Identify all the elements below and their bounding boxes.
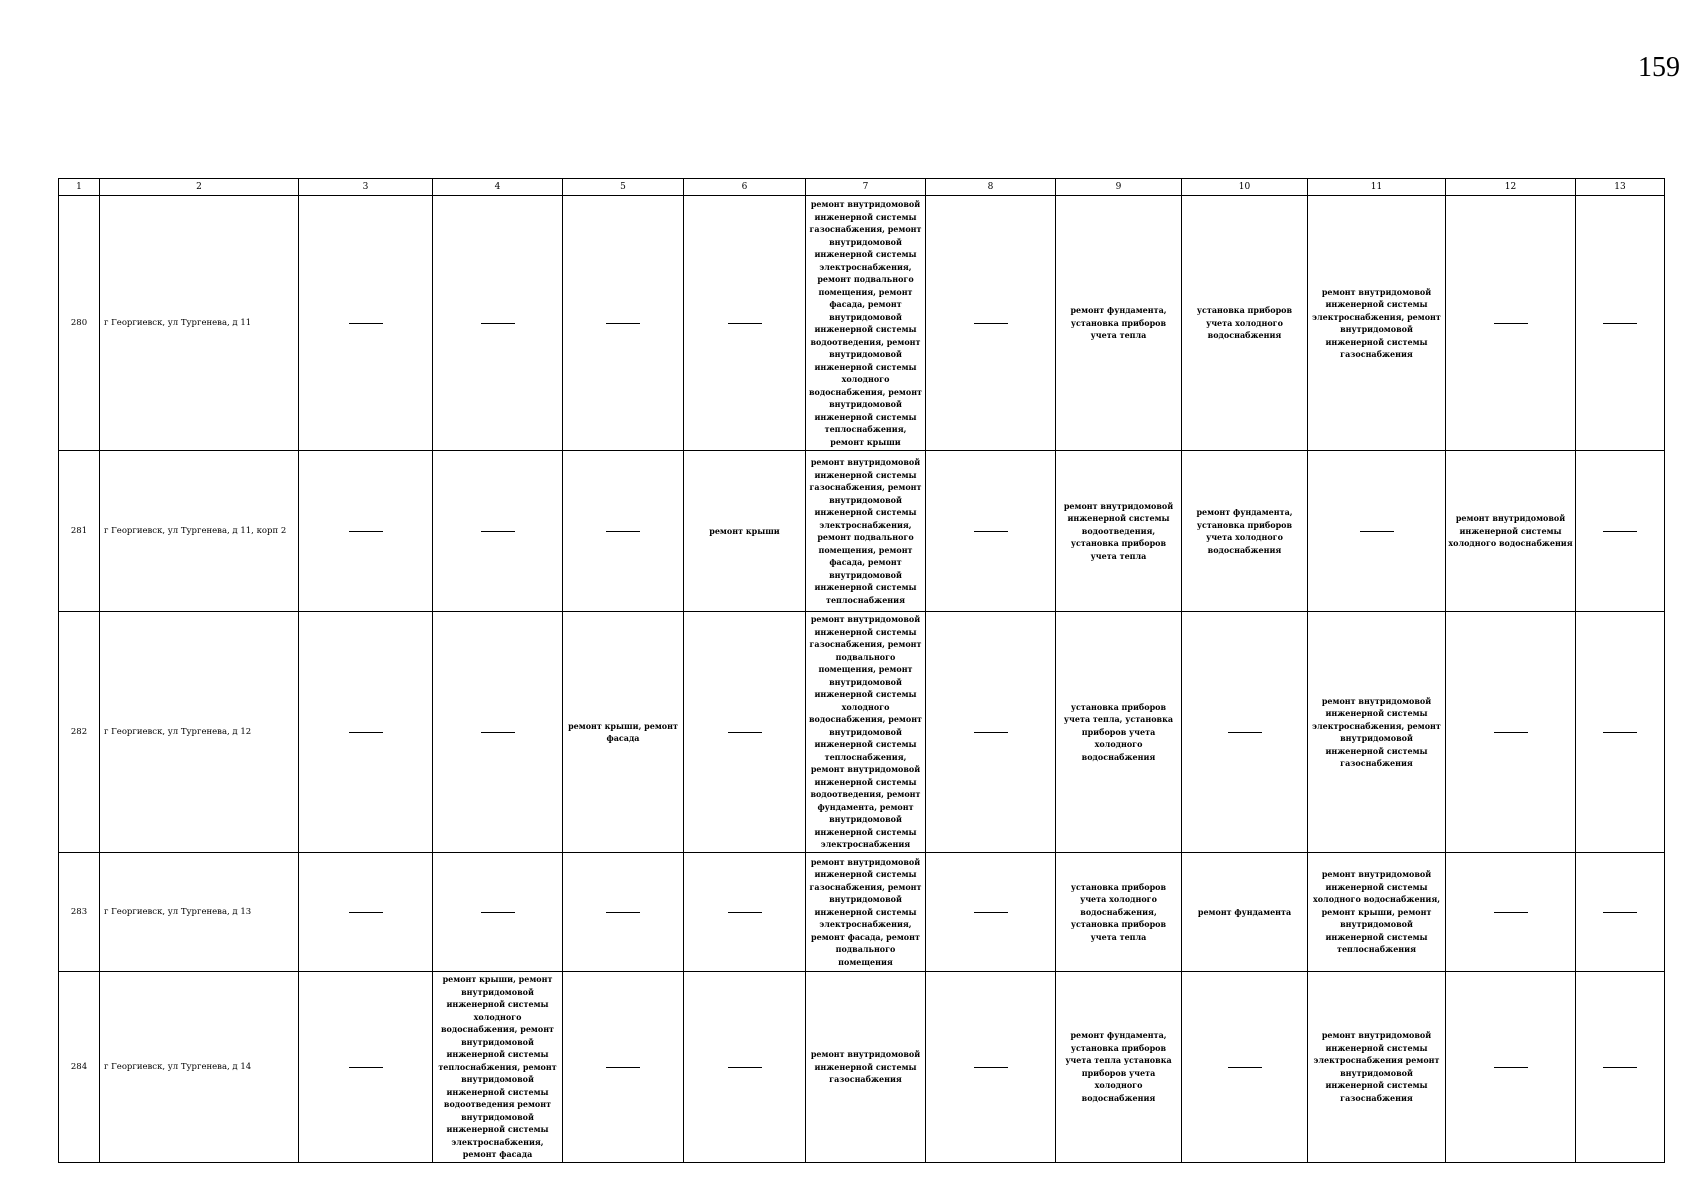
dash-mark bbox=[1494, 732, 1528, 733]
column-number: 5 bbox=[563, 179, 684, 196]
empty-cell bbox=[684, 612, 806, 853]
dash-mark bbox=[728, 732, 762, 733]
work-cell: установка приборов учета холодного водоснабжения bbox=[1182, 196, 1308, 451]
empty-cell bbox=[433, 451, 563, 612]
work-cell: ремонт внутридомовой инженерной системы газоснабжения, ремонт внутридомовой инженерной системы электроснабжения, ремонт подвального помещения, ремонт фасада, ремонт внутридомовой инженерной системы водоотведения, ремонт внутридомовой инженерной системы холодного водоснабжения, ремонт внутридомовой инженерной системы теплоснабжения, ремонт крыши bbox=[806, 196, 926, 451]
dash-mark bbox=[349, 1067, 383, 1068]
column-number: 8 bbox=[926, 179, 1056, 196]
column-number: 10 bbox=[1182, 179, 1308, 196]
row-number: 280 bbox=[59, 196, 100, 451]
address-cell: г Георгиевск, ул Тургенева, д 12 bbox=[100, 612, 299, 853]
address-cell: г Георгиевск, ул Тургенева, д 11 bbox=[100, 196, 299, 451]
dash-mark bbox=[974, 323, 1008, 324]
dash-mark bbox=[481, 323, 515, 324]
empty-cell bbox=[926, 853, 1056, 972]
work-cell: ремонт фундамента bbox=[1182, 853, 1308, 972]
work-cell: ремонт внутридомовой инженерной системы холодного водоснабжения bbox=[1446, 451, 1576, 612]
empty-cell bbox=[926, 196, 1056, 451]
dash-mark bbox=[481, 732, 515, 733]
column-number: 13 bbox=[1576, 179, 1665, 196]
empty-cell bbox=[1576, 853, 1665, 972]
empty-cell bbox=[684, 972, 806, 1163]
work-cell: установка приборов учета холодного водоснабжения, установка приборов учета тепла bbox=[1056, 853, 1182, 972]
dash-mark bbox=[1494, 912, 1528, 913]
work-cell: ремонт внутридомовой инженерной системы электроснабжения, ремонт внутридомовой инженерной системы газоснабжения bbox=[1308, 612, 1446, 853]
dash-mark bbox=[974, 1067, 1008, 1068]
dash-mark bbox=[349, 732, 383, 733]
address-cell: г Георгиевск, ул Тургенева, д 14 bbox=[100, 972, 299, 1163]
empty-cell bbox=[433, 196, 563, 451]
dash-mark bbox=[606, 1067, 640, 1068]
empty-cell bbox=[926, 451, 1056, 612]
row-number: 283 bbox=[59, 853, 100, 972]
page-number: 159 bbox=[1638, 52, 1680, 83]
work-cell: ремонт внутридомовой инженерной системы газоснабжения, ремонт подвального помещения, ремонт внутридомовой инженерной системы холодного водоснабжения, ремонт внутридомовой инженерной системы теплоснабжения, ремонт внутридомовой инженерной системы водоотведения, ремонт фундамента, ремонт внутридомовой инженерной системы электроснабжения bbox=[806, 612, 926, 853]
empty-cell bbox=[1182, 612, 1308, 853]
work-cell: ремонт внутридомовой инженерной системы газоснабжения, ремонт внутридомовой инженерной системы электроснабжения, ремонт фасада, ремонт подвального помещения bbox=[806, 853, 926, 972]
dash-mark bbox=[1494, 1067, 1528, 1068]
work-cell: ремонт фундамента, установка приборов учета холодного водоснабжения bbox=[1182, 451, 1308, 612]
work-cell: ремонт крыши, ремонт фасада bbox=[563, 612, 684, 853]
empty-cell bbox=[1182, 972, 1308, 1163]
empty-cell bbox=[299, 972, 433, 1163]
empty-cell bbox=[299, 196, 433, 451]
dash-mark bbox=[481, 531, 515, 532]
dash-mark bbox=[606, 912, 640, 913]
empty-cell bbox=[299, 451, 433, 612]
dash-mark bbox=[974, 531, 1008, 532]
row-number: 284 bbox=[59, 972, 100, 1163]
empty-cell bbox=[433, 612, 563, 853]
empty-cell bbox=[926, 612, 1056, 853]
empty-cell bbox=[1576, 451, 1665, 612]
work-cell: ремонт крыши, ремонт внутридомовой инженерной системы холодного водоснабжения, ремонт внутридомовой инженерной системы теплоснабжения, ремонт внутридомовой инженерной системы водоотведения ремонт внутридомовой инженерной системы электроснабжения, ремонт фасада bbox=[433, 972, 563, 1163]
column-number: 6 bbox=[684, 179, 806, 196]
dash-mark bbox=[349, 912, 383, 913]
dash-mark bbox=[1603, 1067, 1637, 1068]
dash-mark bbox=[606, 323, 640, 324]
dash-mark bbox=[481, 912, 515, 913]
dash-mark bbox=[1360, 531, 1394, 532]
dash-mark bbox=[1603, 912, 1637, 913]
column-number: 9 bbox=[1056, 179, 1182, 196]
dash-mark bbox=[1494, 323, 1528, 324]
empty-cell bbox=[684, 196, 806, 451]
empty-cell bbox=[299, 612, 433, 853]
empty-cell bbox=[1576, 972, 1665, 1163]
column-number-row bbox=[59, 179, 1665, 196]
dash-mark bbox=[1603, 732, 1637, 733]
work-cell: ремонт внутридомовой инженерной системы газоснабжения, ремонт внутридомовой инженерной системы электроснабжения, ремонт подвального помещения, ремонт фасада, ремонт внутридомовой инженерной системы теплоснабжения bbox=[806, 451, 926, 612]
empty-cell bbox=[926, 972, 1056, 1163]
empty-cell bbox=[1446, 853, 1576, 972]
dash-mark bbox=[1228, 1067, 1262, 1068]
address-cell: г Георгиевск, ул Тургенева, д 13 bbox=[100, 853, 299, 972]
empty-cell bbox=[299, 853, 433, 972]
row-number: 282 bbox=[59, 612, 100, 853]
empty-cell bbox=[433, 853, 563, 972]
column-number: 3 bbox=[299, 179, 433, 196]
column-number: 7 bbox=[806, 179, 926, 196]
dash-mark bbox=[606, 531, 640, 532]
repair-schedule-table bbox=[58, 178, 1665, 1163]
table-row bbox=[59, 972, 1665, 1163]
empty-cell bbox=[563, 196, 684, 451]
table-body bbox=[59, 196, 1665, 1163]
row-number: 281 bbox=[59, 451, 100, 612]
empty-cell bbox=[563, 972, 684, 1163]
work-cell: установка приборов учета тепла, установка приборов учета холодного водоснабжения bbox=[1056, 612, 1182, 853]
table-row bbox=[59, 853, 1665, 972]
table-row bbox=[59, 451, 1665, 612]
table-row bbox=[59, 196, 1665, 451]
empty-cell bbox=[1308, 451, 1446, 612]
dash-mark bbox=[1603, 531, 1637, 532]
work-cell: ремонт внутридомовой инженерной системы газоснабжения bbox=[806, 972, 926, 1163]
address-cell: г Георгиевск, ул Тургенева, д 11, корп 2 bbox=[100, 451, 299, 612]
column-number: 11 bbox=[1308, 179, 1446, 196]
work-cell: ремонт внутридомовой инженерной системы холодного водоснабжения, ремонт крыши, ремонт внутридомовой инженерной системы теплоснабжения bbox=[1308, 853, 1446, 972]
dash-mark bbox=[728, 323, 762, 324]
dash-mark bbox=[1228, 732, 1262, 733]
dash-mark bbox=[349, 323, 383, 324]
empty-cell bbox=[1576, 196, 1665, 451]
dash-mark bbox=[728, 1067, 762, 1068]
column-number: 4 bbox=[433, 179, 563, 196]
dash-mark bbox=[349, 531, 383, 532]
column-number: 1 bbox=[59, 179, 100, 196]
work-cell: ремонт фундамента, установка приборов учета тепла установка приборов учета холодного водоснабжения bbox=[1056, 972, 1182, 1163]
dash-mark bbox=[974, 912, 1008, 913]
work-cell: ремонт фундамента, установка приборов учета тепла bbox=[1056, 196, 1182, 451]
work-cell: ремонт внутридомовой инженерной системы электроснабжения, ремонт внутридомовой инженерной системы газоснабжения bbox=[1308, 196, 1446, 451]
work-cell: ремонт внутридомовой инженерной системы водоотведения, установка приборов учета тепла bbox=[1056, 451, 1182, 612]
column-number: 2 bbox=[100, 179, 299, 196]
dash-mark bbox=[974, 732, 1008, 733]
work-cell: ремонт внутридомовой инженерной системы электроснабжения ремонт внутридомовой инженерной системы газоснабжения bbox=[1308, 972, 1446, 1163]
work-cell: ремонт крыши bbox=[684, 451, 806, 612]
empty-cell bbox=[563, 451, 684, 612]
empty-cell bbox=[1446, 196, 1576, 451]
empty-cell bbox=[1446, 972, 1576, 1163]
empty-cell bbox=[563, 853, 684, 972]
empty-cell bbox=[684, 853, 806, 972]
dash-mark bbox=[728, 912, 762, 913]
empty-cell bbox=[1576, 612, 1665, 853]
table-row bbox=[59, 612, 1665, 853]
column-number: 12 bbox=[1446, 179, 1576, 196]
dash-mark bbox=[1603, 323, 1637, 324]
empty-cell bbox=[1446, 612, 1576, 853]
